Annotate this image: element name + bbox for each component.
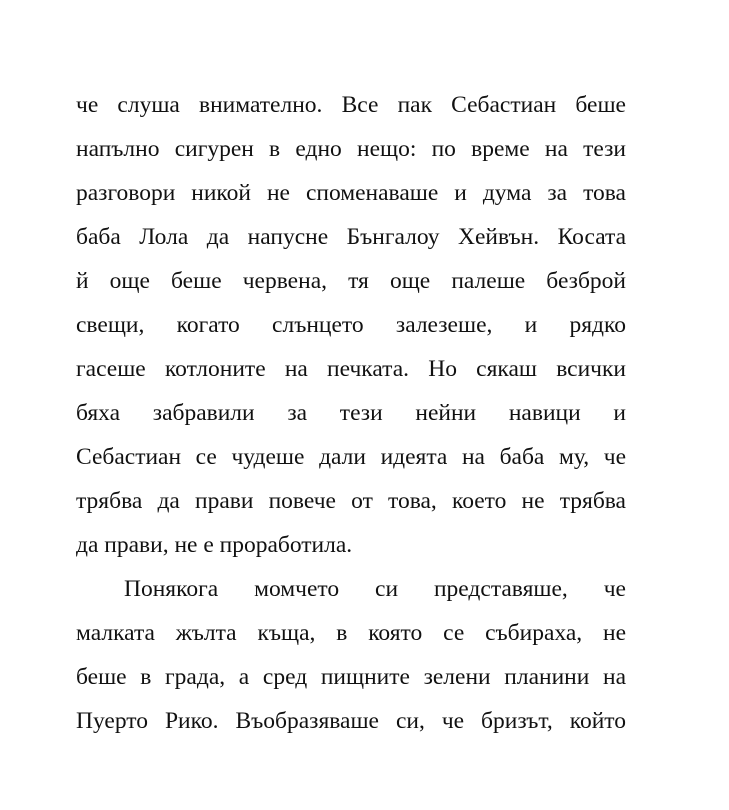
- text-line: Пуерто Рико. Въобразяваше си, че бризът, който: [76, 708, 626, 734]
- text-line: баба Лола да напусне Бънгалоу Хейвън. Косата: [76, 224, 626, 250]
- text-line: й още беше червена, тя още палеше безброй: [76, 268, 626, 294]
- text-line: гасеше котлоните на печката. Но сякаш всички: [76, 356, 626, 382]
- text-line: свещи, когато слънцето залезеше, и рядко: [76, 312, 626, 338]
- body-text: [76, 83, 626, 743]
- text-line: Понякога момчето си представяше, че: [124, 576, 626, 602]
- text-line: напълно сигурен в едно нещо: по време на тези: [76, 136, 626, 162]
- paragraph-1: [76, 83, 626, 567]
- text-line: разговори никой не споменаваше и дума за това: [76, 180, 626, 206]
- text-line: бяха забравили за тези нейни навици и: [76, 400, 626, 426]
- text-line: че слуша внимателно. Все пак Себастиан беше: [76, 92, 626, 118]
- text-line: да прави, не е проработила.: [76, 532, 353, 558]
- text-line: беше в града, а сред пищните зелени планини на: [76, 664, 626, 690]
- paragraph-2: [76, 567, 626, 743]
- text-line: трябва да прави повече от това, което не трябва: [76, 488, 626, 514]
- text-line: малката жълта къща, в която се събираха, не: [76, 620, 626, 646]
- text-line: Себастиан се чудеше дали идеята на баба му, че: [76, 444, 626, 470]
